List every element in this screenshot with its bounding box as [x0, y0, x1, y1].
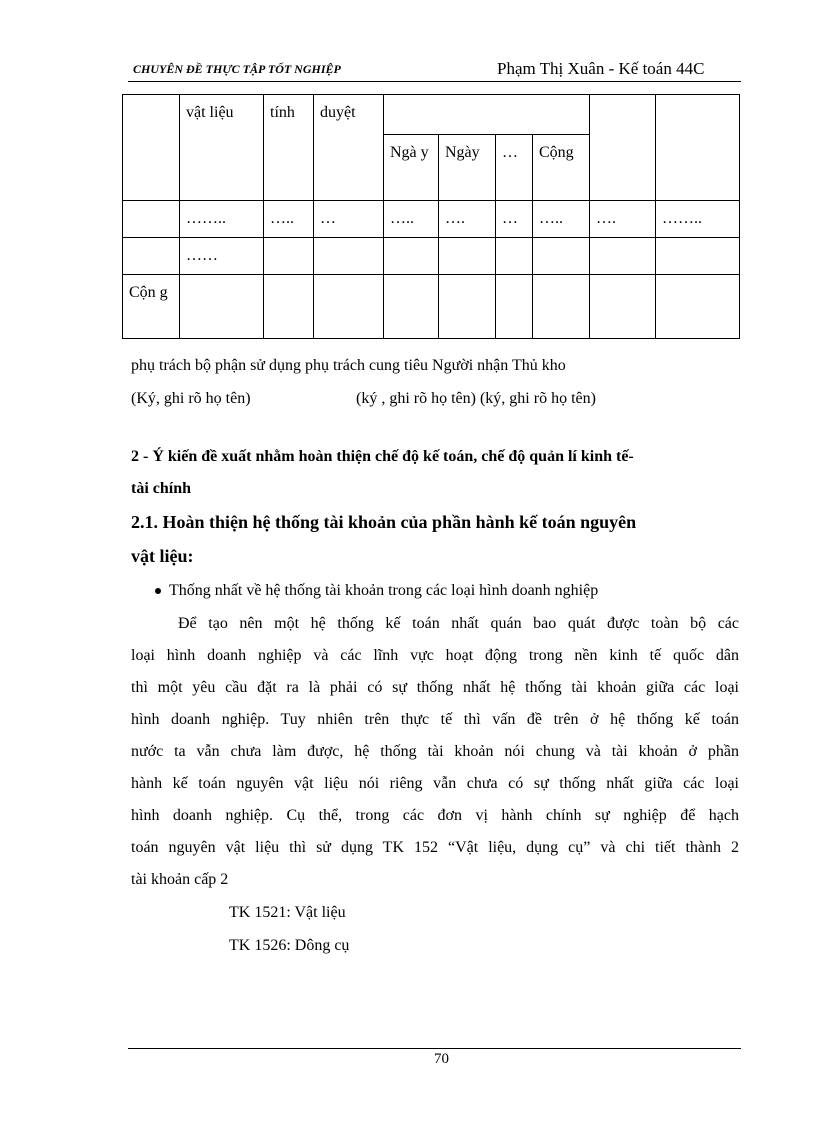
- account-item: TK 1526: Dông cụ: [229, 937, 350, 954]
- table-cell: [180, 275, 264, 339]
- table-cell: [384, 275, 439, 339]
- table-cell: …..: [384, 201, 439, 238]
- section-2-1-heading: 2.1. Hoàn thiện hệ thống tài khoản của phần hành kế toán nguyên: [131, 512, 637, 532]
- table-cell: [496, 238, 533, 275]
- table-subheader-cell: Cộng: [533, 135, 590, 201]
- table-cell: …: [314, 201, 384, 238]
- table-subheader-cell: Ngà y: [384, 135, 439, 201]
- paragraph-line: loại hình doanh nghiệp và các lĩnh vực hoạt động trong nền kinh tế quốc dân: [131, 647, 739, 664]
- table-cell: …..: [264, 201, 314, 238]
- paragraph-line: hành kế toán nguyên vật liệu nói riêng vẫn chưa có sự thống nhất giữa các loại: [131, 775, 739, 792]
- table-cell: [314, 238, 384, 275]
- table-total-row: [123, 275, 740, 339]
- table-cell: ….: [439, 201, 496, 238]
- materials-table: [122, 94, 740, 339]
- paragraph-line: thì một yêu cầu đặt ra là phải có sự thống nhất hệ thống tài khoản giữa các loại: [131, 679, 739, 696]
- table-cell: [496, 275, 533, 339]
- paragraph-line: tài khoản cấp 2: [131, 871, 229, 888]
- table-cell: [533, 238, 590, 275]
- table-subheader-cell: …: [496, 135, 533, 201]
- account-item: TK 1521: Vật liệu: [229, 904, 346, 921]
- signature-note: (ký , ghi rõ họ tên) (ký, ghi rõ họ tên): [356, 390, 596, 407]
- table-header-cell: duyệt: [314, 95, 384, 201]
- signature-roles: phụ trách bộ phận sử dụng phụ trách cung tiêu Người nhận Thủ kho: [131, 357, 566, 374]
- table-cell: ……: [180, 238, 264, 275]
- table-cell: [384, 238, 439, 275]
- table-header-group-cell: [384, 95, 590, 135]
- table-cell: [590, 275, 656, 339]
- table-cell: Cộn g: [123, 275, 180, 339]
- table-cell: [656, 238, 740, 275]
- table-cell: [264, 275, 314, 339]
- table-cell: [264, 238, 314, 275]
- bullet-item: [155, 582, 598, 600]
- table-cell: …..: [533, 201, 590, 238]
- table-header-cell: [590, 95, 656, 201]
- paragraph-line: nước ta vẫn chưa làm được, hệ thống tài khoản nói chung và tài khoản ở phần: [131, 743, 739, 760]
- bullet-icon: [155, 588, 161, 594]
- paragraph-line: hình doanh nghiệp. Tuy nhiên trên thực tế thì vấn đề trên ở hệ thống kế toán: [131, 711, 739, 728]
- table-cell: [123, 238, 180, 275]
- paragraph-line: hình doanh nghiệp. Cụ thể, trong các đơn vị hành chính sự nghiệp để hạch: [131, 807, 739, 824]
- table-cell: …: [496, 201, 533, 238]
- section-2-heading: 2 - Ý kiến đề xuất nhằm hoàn thiện chế độ kế toán, chế độ quản lí kinh tế-: [131, 448, 634, 465]
- signature-note: (Ký, ghi rõ họ tên): [131, 390, 251, 407]
- table-cell: ……..: [656, 201, 740, 238]
- table-header-cell: vật liệu: [180, 95, 264, 201]
- table-subheader-cell: Ngày: [439, 135, 496, 201]
- section-2-heading-cont: tài chính: [131, 480, 192, 497]
- table-cell: ……..: [180, 201, 264, 238]
- section-2-1-heading-cont: vật liệu:: [131, 546, 194, 566]
- footer-rule: [128, 1048, 741, 1049]
- page-number: 70: [434, 1051, 449, 1067]
- table-row: [123, 238, 740, 275]
- table-cell: [439, 275, 496, 339]
- table-header-row: [123, 95, 740, 135]
- header-rule: [128, 81, 741, 82]
- header-author: Phạm Thị Xuân - Kế toán 44C: [497, 59, 705, 78]
- table-header-cell: [656, 95, 740, 201]
- table-cell: [314, 275, 384, 339]
- table-cell: ….: [590, 201, 656, 238]
- paragraph-line: Để tạo nên một hệ thống kế toán nhất quán bao quát được toàn bộ các: [178, 615, 739, 632]
- table-cell: [123, 201, 180, 238]
- table-cell: [590, 238, 656, 275]
- header-title: CHUYÊN ĐỀ THỰC TẬP TỐT NGHIỆP: [133, 62, 341, 76]
- table-cell: [533, 275, 590, 339]
- paragraph-line: toán nguyên vật liệu thì sử dụng TK 152 “Vật liệu, dụng cụ” và chi tiết thành 2: [131, 839, 739, 856]
- bullet-text: Thống nhất về hệ thống tài khoản trong các loại hình doanh nghiệp: [169, 582, 599, 599]
- table-header-cell: tính: [264, 95, 314, 201]
- table-cell: [439, 238, 496, 275]
- table-cell: [656, 275, 740, 339]
- table-header-cell: [123, 95, 180, 201]
- table-row: [123, 201, 740, 238]
